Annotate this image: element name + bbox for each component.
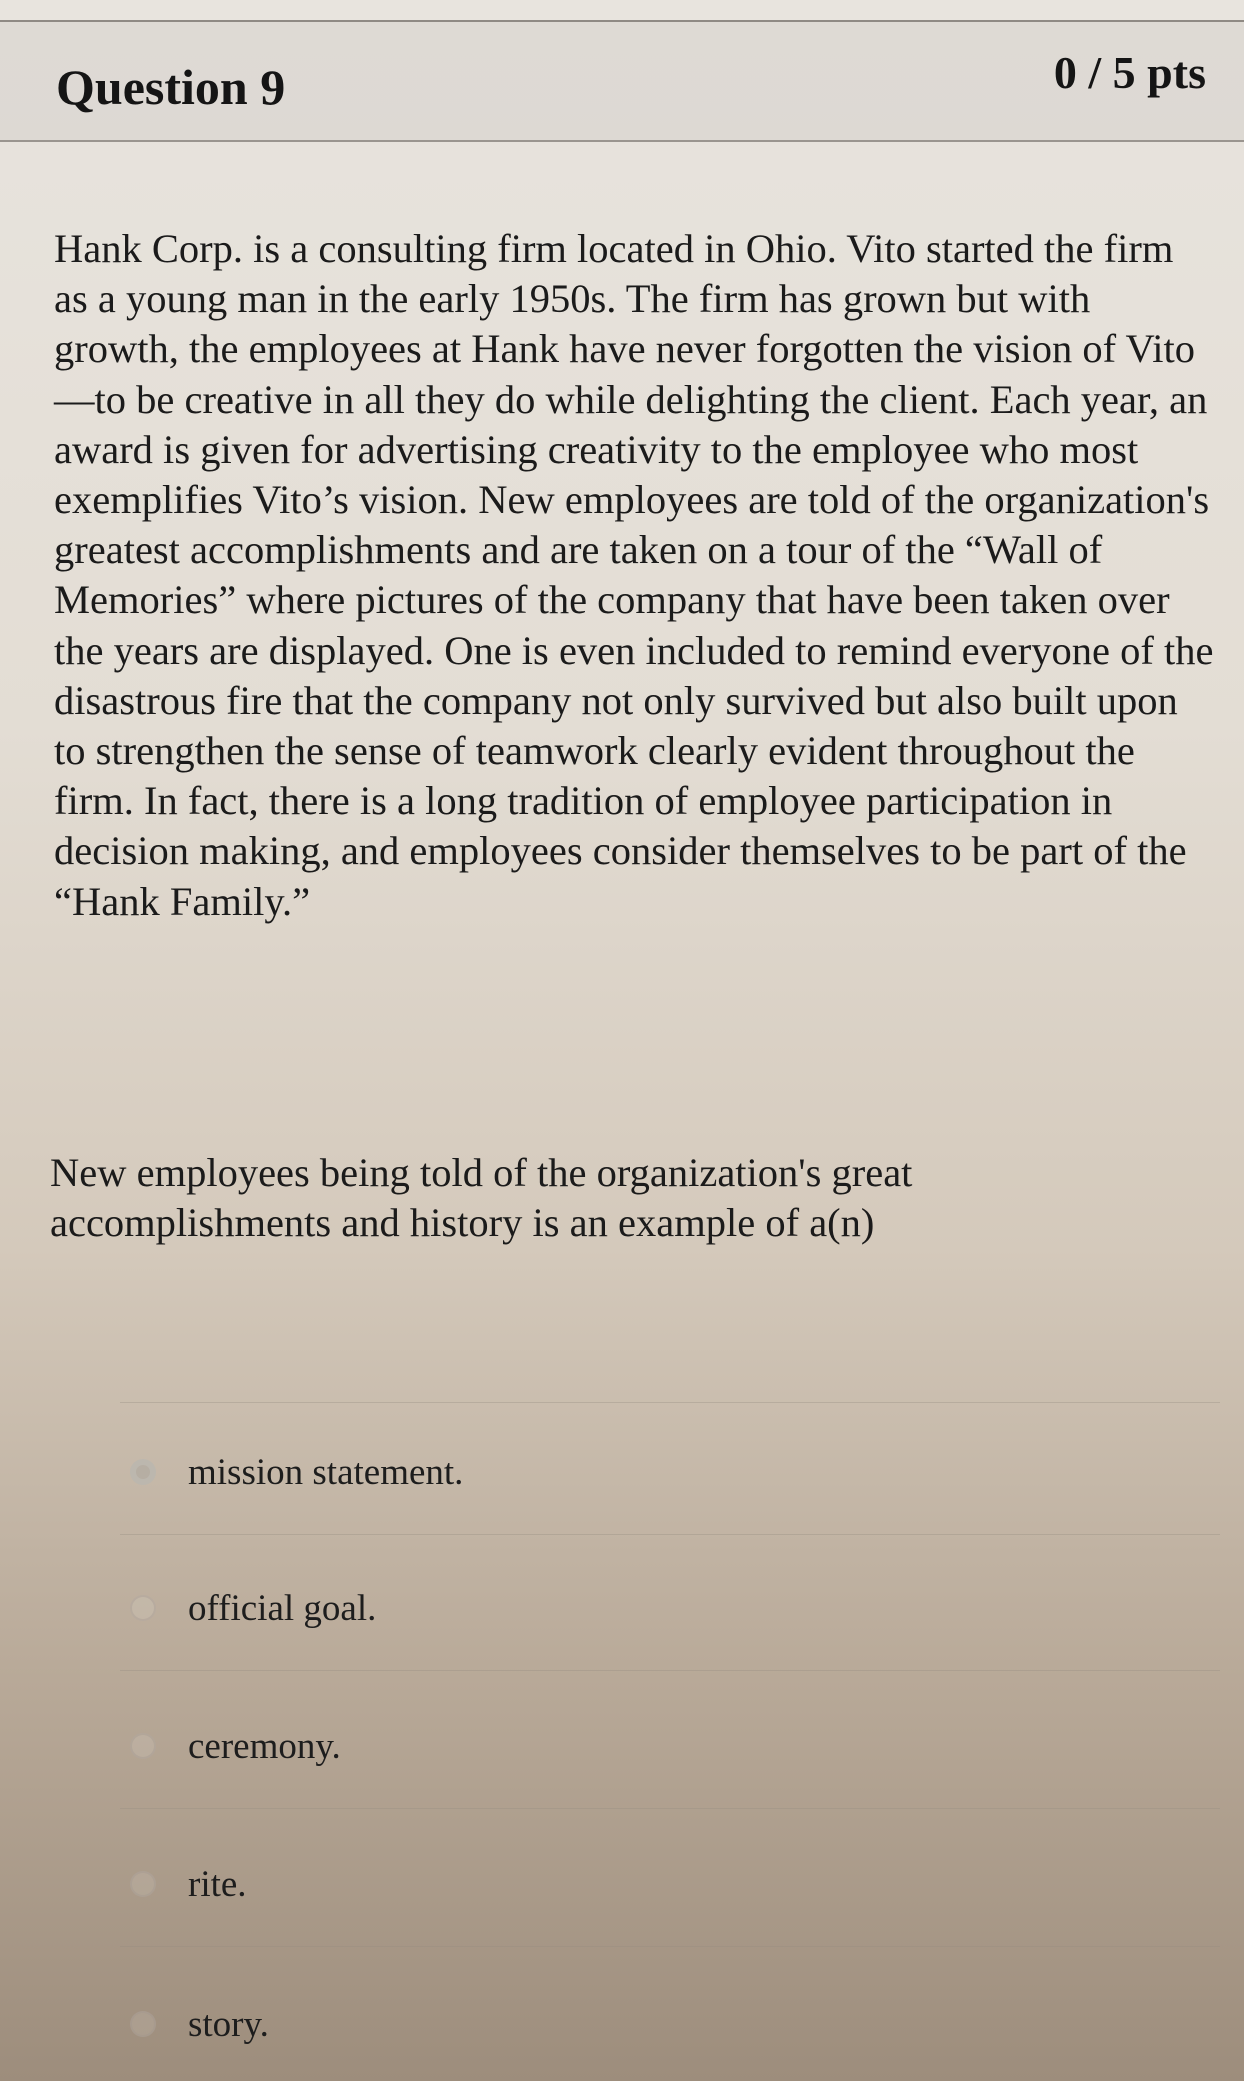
answer-label: official goal. xyxy=(188,1587,377,1629)
answer-divider xyxy=(120,1402,1220,1403)
answer-divider xyxy=(120,1808,1220,1809)
answer-option-ceremony[interactable] xyxy=(130,1716,341,1776)
points-score: 0 / 5 pts xyxy=(1053,47,1206,98)
radio-selected-icon[interactable] xyxy=(130,1459,156,1485)
answer-divider xyxy=(120,1534,1220,1535)
answer-option-rite[interactable] xyxy=(130,1854,247,1914)
answer-option-story[interactable] xyxy=(130,1994,269,2054)
answer-label: ceremony. xyxy=(188,1725,341,1767)
radio-icon[interactable] xyxy=(130,1595,156,1621)
answer-divider xyxy=(120,1946,1220,1947)
radio-icon[interactable] xyxy=(130,1871,156,1897)
question-passage: Hank Corp. is a consulting firm located in Ohio. Vito started the firm as a young man in the early 1950s. The firm has grown but with growth, the employees at Hank have never forgotten the vision of Vito—to be creative in all they do while delighting the client. Each year, an award is given for advertising creativity to the employee who most exemplifies Vito’s vision. New employees are told of the organization's greatest accomplishments and are taken on a tour of the “Wall of Memories” where pictures of the company that have been taken over the years are displayed. One is even included to remind everyone of the disastrous fire that the company not only survived but also built upon to strengthen the sense of teamwork clearly evident throughout the firm. In fact, there is a long tradition of employee participation in decision making, and employees consider themselves to be part of the “Hank Family.” xyxy=(54,226,1214,924)
answer-divider xyxy=(120,1670,1220,1671)
answer-option-official-goal[interactable] xyxy=(130,1578,376,1638)
answer-option-mission-statement[interactable] xyxy=(130,1442,463,1502)
answer-label: mission statement. xyxy=(188,1451,464,1493)
radio-icon[interactable] xyxy=(130,2011,156,2037)
question-title: Question 9 xyxy=(56,59,286,115)
radio-icon[interactable] xyxy=(130,1733,156,1759)
question-prompt: New employees being told of the organization's great accomplishments and history is an example of a(n) xyxy=(50,1150,913,1246)
answer-label: rite. xyxy=(188,1863,247,1905)
answer-label: story. xyxy=(188,2003,269,2045)
